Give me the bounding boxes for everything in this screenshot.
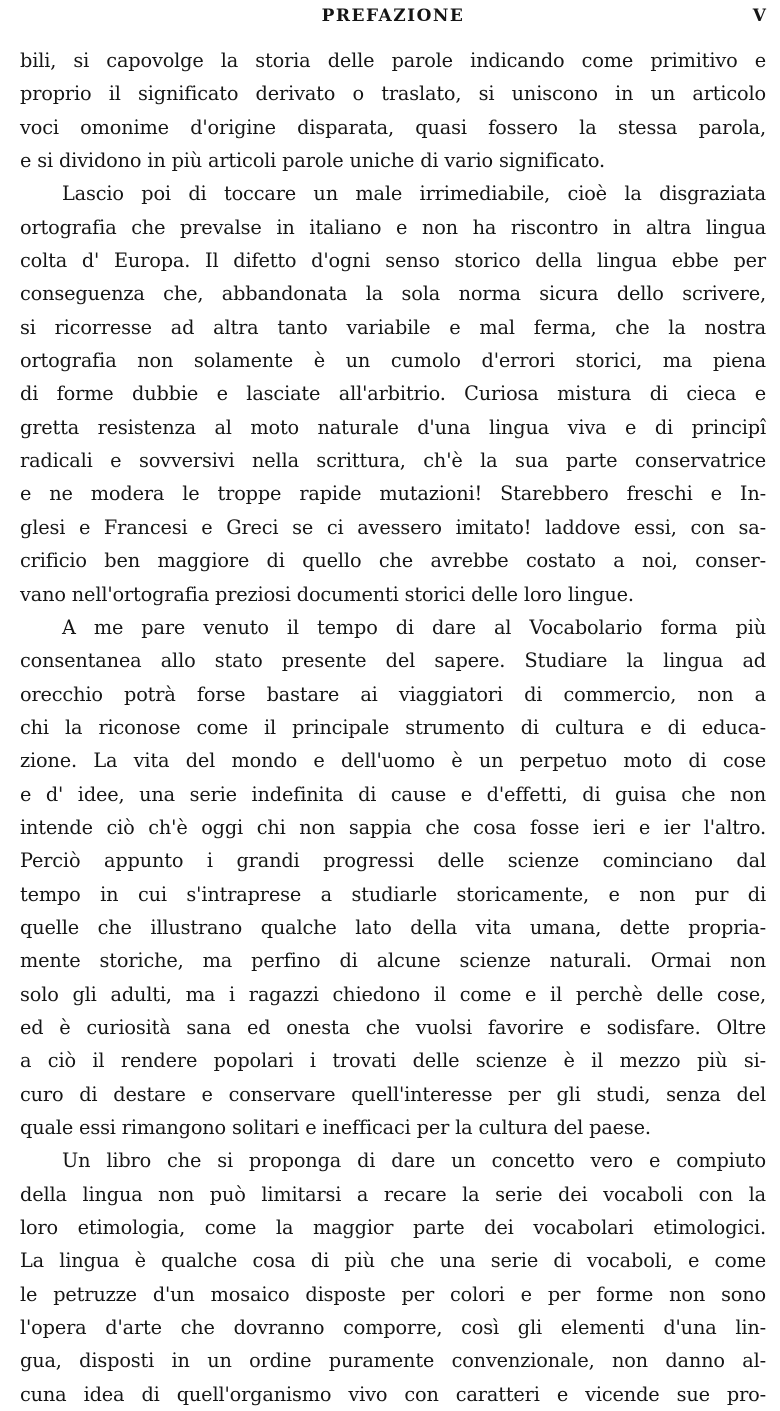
text-line: gretta resistenza al moto naturale d'una lingua viva e di principî (20, 415, 766, 439)
text-line: e ne modera le troppe rapide mutazioni! Starebbero freschi e In- (20, 482, 766, 506)
text-line: voci omonime d'origine disparata, quasi fossero la stessa parola, (20, 115, 766, 139)
text-line: quale essi rimangono solitari e inefficaci per la cultura del paese. (20, 1116, 651, 1139)
text-line: Perciò appunto i grandi progressi delle scienze cominciano dal (20, 849, 766, 873)
text-line: cuna idea di quell'organismo vivo con caratteri e vicende sue pro- (20, 1382, 766, 1406)
text-line: a ciò il rendere popolari i trovati delle scienze è il mezzo più si- (20, 1049, 766, 1073)
text-line: La lingua è qualche cosa di più che una serie di vocaboli, e come (20, 1249, 766, 1273)
text-line: A me pare venuto il tempo di dare al Vocabolario forma più (62, 615, 766, 639)
text-line: radicali e sovversivi nella scrittura, ch'è la sua parte conservatrice (20, 449, 766, 473)
text-line: solo gli adulti, ma i ragazzi chiedono il come e il perchè delle cose, (20, 982, 766, 1006)
page-number: V (752, 6, 766, 26)
text-line: tempo in cui s'intraprese a studiarle storicamente, e non pur di (20, 882, 766, 906)
text-line: orecchio potrà forse bastare ai viaggiatori di commercio, non a (20, 682, 766, 706)
text-line: conseguenza che, abbandonata la sola norma sicura dello scrivere, (20, 282, 766, 306)
running-title: PREFAZIONE (321, 6, 465, 26)
text-line: proprio il significato derivato o traslato, si uniscono in un articolo (20, 82, 766, 106)
text-line: della lingua non può limitarsi a recare la serie dei vocaboli con la (20, 1182, 766, 1206)
text-line: e d' idee, una serie indefinita di cause e d'effetti, di guisa che non (20, 782, 766, 806)
text-line: intende ciò ch'è oggi chi non sappia che cosa fosse ieri e ier l'altro. (20, 815, 766, 839)
text-line: loro etimologia, come la maggior parte dei vocabolari etimologici. (20, 1216, 766, 1240)
text-line: gua, disposti in un ordine puramente convenzionale, non danno al- (20, 1349, 766, 1373)
text-line: consentanea allo stato presente del sapere. Studiare la lingua ad (20, 649, 766, 673)
text-line: bili, si capovolge la storia delle parole indicando come primitivo e (20, 49, 766, 72)
text-line: si ricorresse ad altra tanto variabile e mal ferma, che la nostra (20, 315, 766, 339)
text-line: mente storiche, ma perfino di alcune scienze naturali. Ormai non (20, 949, 766, 973)
text-line: zione. La vita del mondo e dell'uomo è un perpetuo moto di cose (20, 749, 766, 773)
text-line: chi la riconose come il principale strumento di cultura e di educa- (20, 715, 766, 739)
text-line: vano nell'ortografia preziosi documenti storici delle loro lingue. (20, 582, 634, 606)
text-line: quelle che illustrano qualche lato della vita umana, dette propria- (20, 915, 766, 939)
text-line: ed è curiosità sana ed onesta che vuolsi favorire e sodisfare. Oltre (20, 1015, 766, 1039)
text-line: ortografia che prevalse in italiano e non ha riscontro in altra lingua (20, 215, 766, 239)
running-head (20, 6, 766, 32)
text-line: curo di destare e conservare quell'interesse per gli studi, senza del (20, 1082, 766, 1106)
text-line: ortografia non solamente è un cumolo d'errori storici, ma piena (20, 349, 766, 373)
text-line: e si dividono in più articoli parole uniche di vario significato. (20, 149, 605, 173)
body-text (20, 44, 766, 1411)
text-line: Lascio poi di toccare un male irrimediabile, cioè la disgraziata (62, 182, 766, 206)
text-line: colta d' Europa. Il difetto d'ogni senso storico della lingua ebbe per (20, 249, 766, 273)
text-line: Un libro che si proponga di dare un concetto vero e compiuto (62, 1149, 766, 1173)
text-line: crificio ben maggiore di quello che avrebbe costato a noi, conser- (20, 549, 766, 573)
text-line: di forme dubbie e lasciate all'arbitrio. Curiosa mistura di cieca e (20, 382, 766, 406)
text-line: le petruzze d'un mosaico disposte per colori e per forme non sono (20, 1282, 766, 1306)
text-line: glesi e Francesi e Greci se ci avessero imitato! laddove essi, con sa- (20, 515, 766, 539)
text-line: l'opera d'arte che dovranno comporre, così gli elementi d'una lin- (20, 1316, 766, 1340)
